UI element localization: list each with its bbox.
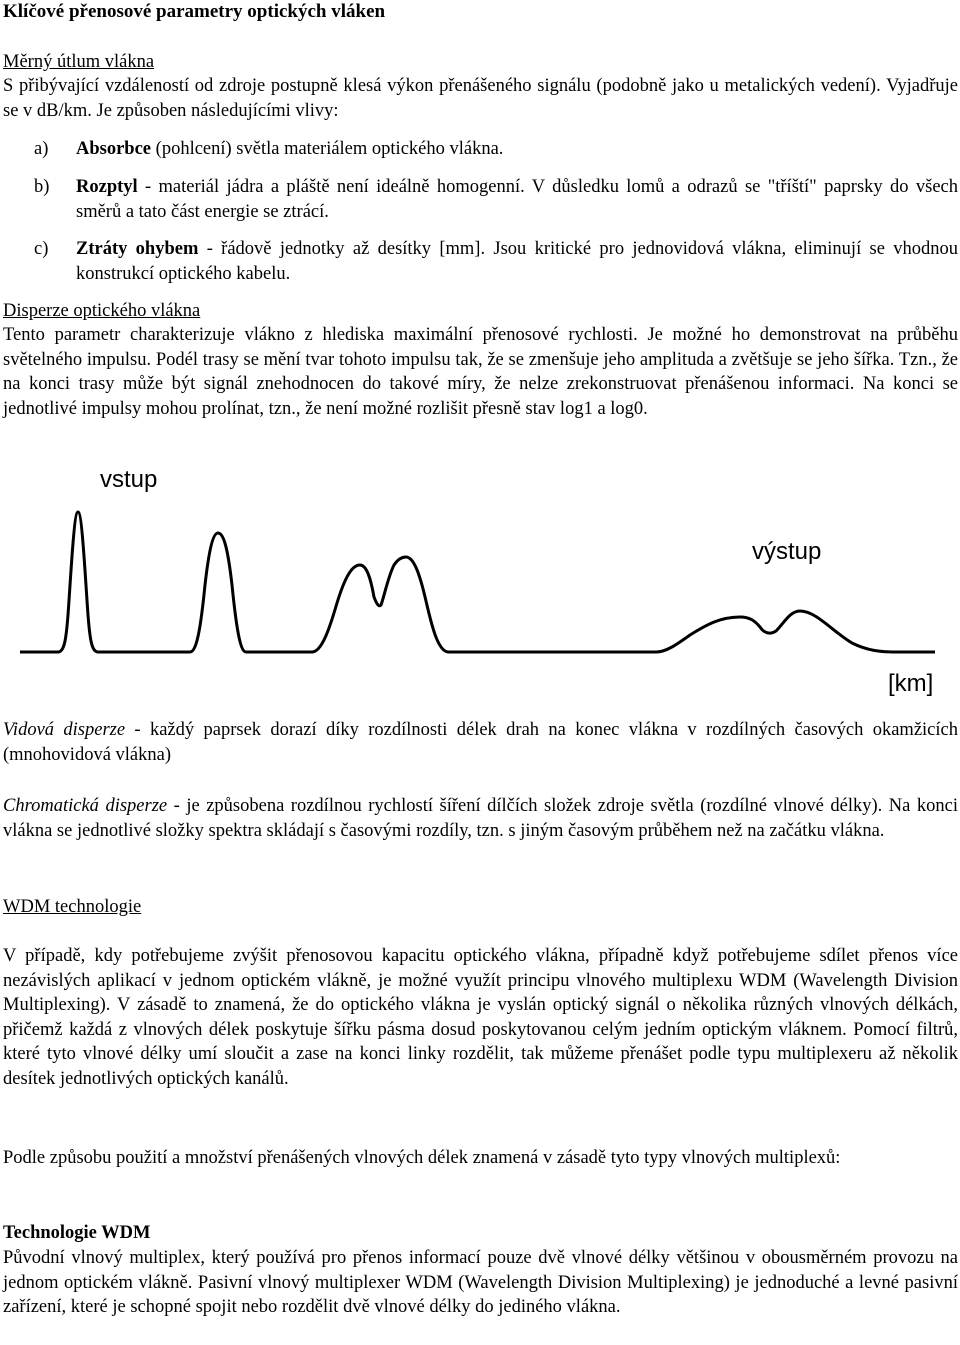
figure-label-output: výstup	[752, 538, 822, 565]
modal-dispersion-paragraph	[3, 718, 958, 767]
figure-label-input: vstup	[100, 466, 158, 493]
list-item-term: Absorbce	[76, 139, 152, 159]
chromatic-dispersion-paragraph	[3, 794, 958, 843]
wdm-technology-heading: Technologie WDM	[3, 1223, 151, 1243]
list-item-text: (pohlcení) světla materiálem optického vlákna.	[151, 139, 504, 159]
pulse-waveform-line	[20, 512, 935, 652]
list-item-label: c)	[34, 239, 49, 259]
dispersion-heading: Disperze optického vlákna	[3, 301, 201, 321]
pulse-dispersion-figure	[0, 455, 960, 705]
page-title: Klíčové přenosové parametry optických vláken	[3, 1, 386, 22]
wdm-paragraph-1: V případě, kdy potřebujeme zvýšit přenosovou kapacitu optického vlákna, případně když potřebujeme sdílet přenos více nezávislých aplikací v jednom optickém vlákně, je možné využít principu vlnového multiplexu WDM (Wavelength Division Multiplexing). V zásadě to znamená, že do optického vlákna je vyslán optický signál o několika různých vlnových délkách, přičemž každá z vlnových délek poskytuje šířku pásma dosud poskytovanou celým jedním optickým vláknem. Pomocí filtrů, které tyto vlnové délky umí sloučit a zase na konci linky rozdělit, tak můžeme přenášet podle typu multiplexeru až několik desítek jednotlivých optických kanálů.	[3, 946, 958, 1089]
modal-dispersion-text: - každý paprsek dorazí díky rozdílnosti délek drah na konec vlákna v rozdílných časových okamžicích (mnohovidová vlákna)	[3, 720, 958, 765]
list-item-term: Ztráty ohybem	[76, 239, 199, 259]
chromatic-dispersion-term: Chromatická disperze	[3, 796, 168, 816]
wdm-paragraph-3: Původní vlnový multiplex, který používá pro přenos informací pouze dvě vlnové délky většinou v obousměrném provozu na jednom optickém vlákně. Pasivní vlnový multiplexer WDM (Wavelength Division Multiplexing) je jednoduché a levné pasivní zařízení, které je schopné spojit nebo rozdělit dvě vlnové délky do jediného vlákna.	[3, 1248, 958, 1317]
list-item-text: - materiál jádra a pláště není ideálně homogenní. V důsledku lomů a odrazů se "tříští" paprsky do všech směrů a tato část energie se ztrácí.	[76, 177, 958, 222]
dispersion-text: Tento parametr charakterizuje vlákno z hlediska maximální přenosové rychlosti. Je možné ho demonstrovat na průběhu světelného impulsu. Podél trasy se mění tvar tohoto impulsu tak, že se zmenšuje jeho amplituda a zvětšuje se jeho šířka. Tzn., že na konci trasy může být signál znehodnocen do takové míry, že nelze zrekonstruovat přenášenou informaci. Na konci se jednotlivé impulsy mohou prolínat, tzn., že není možné rozlišit přesně stav log1 a log0.	[3, 325, 958, 419]
wdm-heading: WDM technologie	[3, 897, 142, 917]
chromatic-dispersion-text: - je způsobena rozdílnou rychlostí šíření dílčích složek zdroje světla (rozdílné vlnové délky). Na konci vlákna se jednotlivé složky spektra skládají s časovými rozdíly, tzn. s jiným časovým průběhem než na začátku vlákna.	[3, 796, 958, 841]
list-item-term: Rozptyl	[76, 177, 138, 197]
figure-label-unit: [km]	[888, 670, 934, 697]
wdm-paragraph-2: Podle způsobu použití a množství přenášených vlnových délek znamená v zásadě tyto typy vlnových multiplexů:	[3, 1148, 841, 1168]
list-item-label: b)	[34, 177, 50, 197]
list-item-text: - řádově jednotky až desítky [mm]. Jsou kritické pro jednovidová vlákna, eliminují se vhodnou konstrukcí optického kabelu.	[76, 239, 958, 284]
modal-dispersion-term: Vidová disperze	[3, 720, 126, 740]
attenuation-heading: Měrný útlum vlákna	[3, 52, 155, 72]
list-item-label: a)	[34, 139, 49, 159]
attenuation-intro: S přibývající vzdáleností od zdroje postupně klesá výkon přenášeného signálu (podobně jako u metalických vedení). Vyjadřuje se v dB/km. Je způsoben následujícími vlivy:	[3, 76, 958, 121]
